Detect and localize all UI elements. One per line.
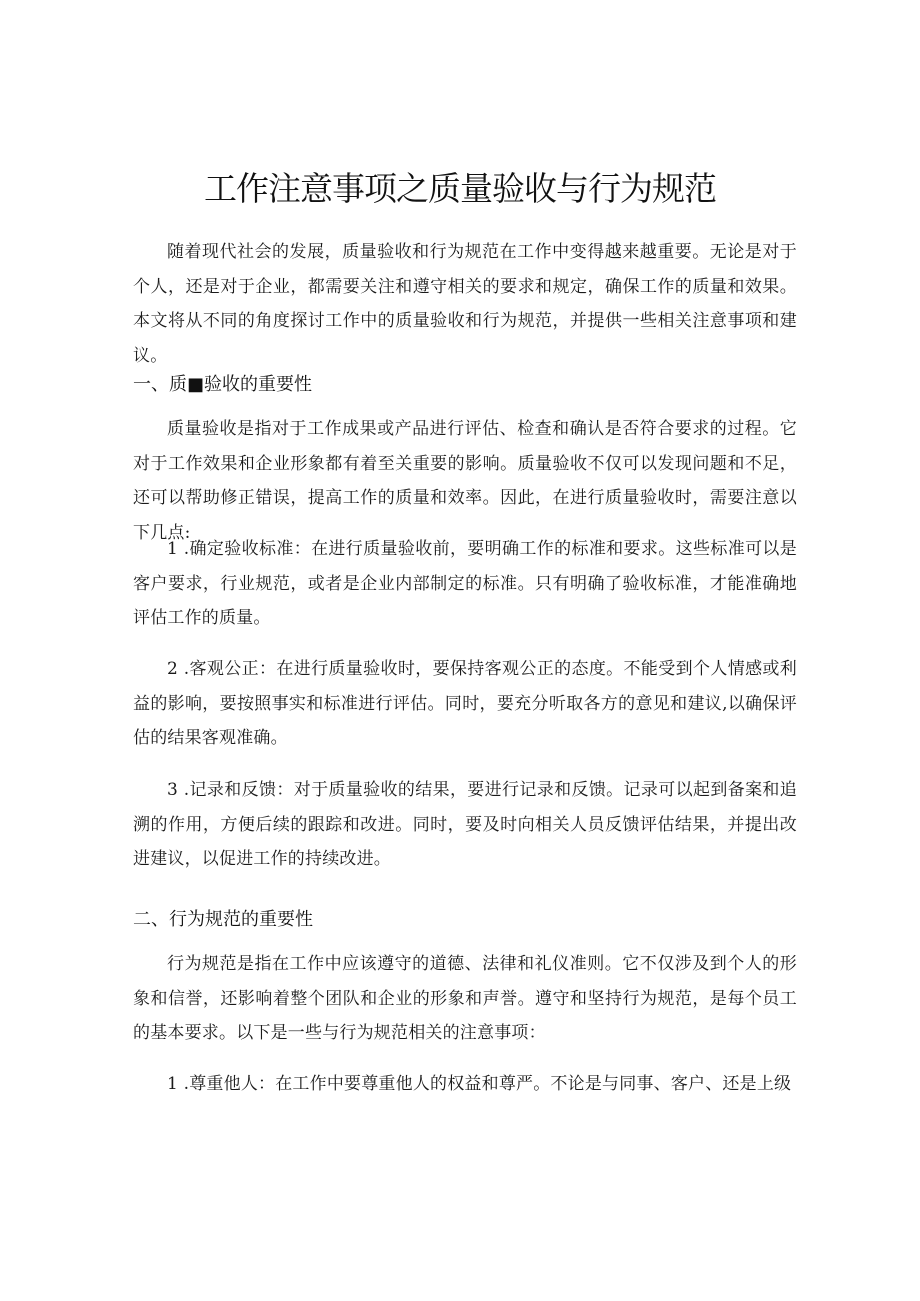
section-1-heading: 一、质■验收的重要性	[133, 374, 313, 395]
document-title: 工作注意事项之质量验收与行为规范	[204, 169, 716, 208]
section-1-item-3: 3 .记录和反馈：对于质量验收的结果，要进行记录和反馈。记录可以起到备案和追溯的作用，方便后续的跟踪和改进。同时，要及时向相关人员反馈评估结果，并提出改进建议，以促进工作的持续改进。	[133, 780, 797, 869]
section-1-item-2: 2 .客观公正：在进行质量验收时，要保持客观公正的态度。不能受到个人情感或利益的影响，要按照事实和标准进行评估。同时，要充分听取各方的意见和建议,以确保评估的结果客观准确。	[133, 659, 797, 748]
section-2-paragraph: 行为规范是指在工作中应该遵守的道德、法律和礼仪准则。它不仅涉及到个人的形象和信誉，还影响着整个团队和企业的形象和声誉。遵守和坚持行为规范，是每个员工的基本要求。以下是一些与行为规范相关的注意事项：	[133, 954, 797, 1043]
section-1-paragraph: 质量验收是指对于工作成果或产品进行评估、检查和确认是否符合要求的过程。它对于工作效果和企业形象都有着至关重要的影响。质量验收不仅可以发现问题和不足，还可以帮助修正错误，提高工作的质量和效率。因此，在进行质量验收时，需要注意以下几点:	[133, 419, 797, 543]
section-2-item-1: 1 .尊重他人：在工作中要尊重他人的权益和尊严。不论是与同事、客户、还是上级	[167, 1074, 792, 1094]
section-2-heading: 二、行为规范的重要性	[133, 909, 313, 930]
intro-paragraph: 随着现代社会的发展，质量验收和行为规范在工作中变得越来越重要。无论是对于个人，还是对于企业，都需要关注和遵守相关的要求和规定，确保工作的质量和效果。本文将从不同的角度探讨工作中的质量验收和行为规范，并提供一些相关注意事项和建议。	[133, 242, 797, 366]
section-1-item-1: 1 .确定验收标准：在进行质量验收前，要明确工作的标准和要求。这些标准可以是客户要求，行业规范，或者是企业内部制定的标准。只有明确了验收标准，才能准确地评估工作的质量。	[133, 539, 797, 628]
